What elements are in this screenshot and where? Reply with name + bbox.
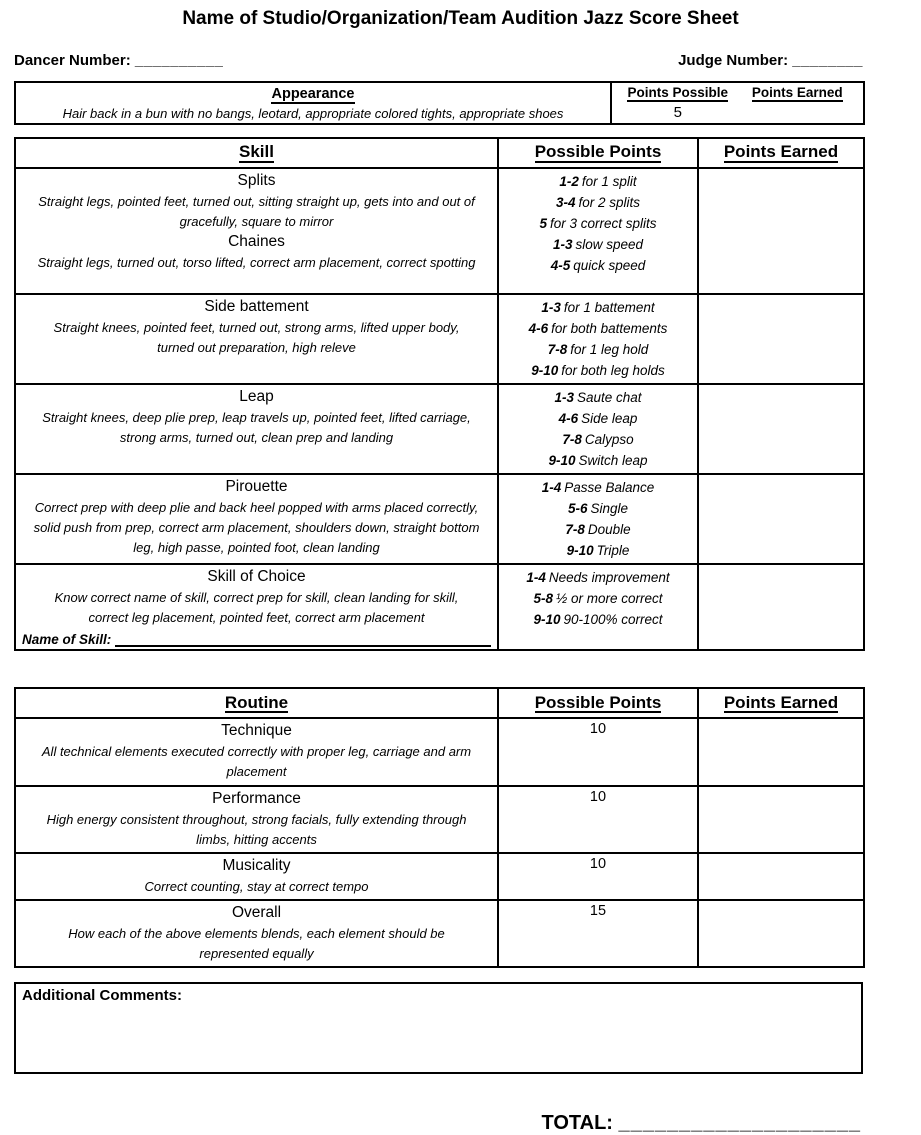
points-earned-cell[interactable]: [698, 474, 864, 564]
page-title: Name of Studio/Organization/Team Audition Jazz Score Sheet: [182, 8, 739, 29]
skill-name: Skill of Choice: [207, 568, 306, 586]
routine-name: Technique: [221, 722, 292, 740]
table-row: [15, 900, 864, 967]
points-earned-cell[interactable]: [698, 900, 864, 967]
skill-description: Straight knees, pointed feet, turned out, strong arms, lifted upper body, turned out preparation, high releve: [53, 320, 460, 356]
skill-description: Straight legs, turned out, torso lifted, correct arm placement, correct spotting: [37, 255, 476, 271]
dancer-number-label: Dancer Number:: [14, 52, 131, 69]
skill-table: [14, 137, 865, 651]
routine-table-header-possible-points: Possible Points: [498, 688, 698, 718]
appearance-table: [14, 81, 865, 125]
routine-name: Overall: [231, 903, 282, 921]
table-row: [15, 168, 864, 294]
skill-name: Side battement: [204, 298, 309, 316]
dancer-number-line[interactable]: __________: [134, 52, 224, 69]
appearance-points-possible-value: 5: [673, 104, 682, 122]
total-label: TOTAL:: [541, 1112, 613, 1135]
possible-points-cell: 1-4 Passe Balance 5-6 Single 7-8 Double 9-10 Triple: [498, 474, 698, 564]
routine-table-header-points-earned: Points Earned: [698, 688, 864, 718]
additional-comments-box[interactable]: [14, 982, 863, 1074]
routine-cell-performance: [15, 786, 498, 853]
skill-name: Pirouette: [225, 478, 288, 496]
skill-cell-skill-of-choice: [15, 564, 498, 650]
skill-description: Know correct name of skill, correct prep for skill, clean landing for skill, correct leg placement, pointed feet, correct arm placement: [54, 590, 459, 626]
possible-points-cell: 1-4 Needs improvement 5-8 ½ or more correct 9-10 90-100% correct: [498, 564, 698, 650]
points-earned-cell[interactable]: [698, 718, 864, 785]
routine-description: All technical elements executed correctly with proper leg, carriage and arm placement: [41, 744, 472, 780]
possible-points-value: 10: [498, 786, 698, 853]
skill-description: Correct prep with deep plie and back heel popped with arms placed correctly, solid push from prep, correct arm placement, shoulders down, straight bottom leg, high passe, pointed foot, clean landing: [33, 500, 480, 556]
points-earned-cell[interactable]: [698, 384, 864, 474]
additional-comments-label: Additional Comments:: [22, 987, 182, 1005]
routine-description: Correct counting, stay at correct tempo: [144, 878, 369, 894]
skill-table-header-skill: Skill: [15, 138, 498, 168]
routine-description: How each of the above elements blends, each element should be represented equally: [68, 925, 445, 961]
table-row: [15, 474, 864, 564]
table-row: [15, 853, 864, 900]
skill-table-header-points-earned: Points Earned: [698, 138, 864, 168]
appearance-header: Appearance: [271, 87, 354, 104]
points-earned-cell[interactable]: [698, 853, 864, 900]
table-row: [15, 384, 864, 474]
skill-cell-leap: [15, 384, 498, 474]
skill-table-header-possible-points: Possible Points: [498, 138, 698, 168]
name-of-skill-line[interactable]: [115, 632, 491, 647]
appearance-points-earned-header: Points Earned: [752, 86, 843, 102]
points-earned-cell[interactable]: [698, 168, 864, 294]
skill-name: Chaines: [228, 233, 285, 251]
skill-name: Leap: [239, 388, 274, 406]
appearance-cell: [15, 82, 611, 124]
points-earned-cell[interactable]: [698, 294, 864, 384]
routine-cell-musicality: [15, 853, 498, 900]
judge-number-line[interactable]: ________: [792, 52, 863, 69]
appearance-points-cell: [611, 82, 864, 124]
judge-number-field: [678, 52, 863, 69]
skill-cell-pirouette: [15, 474, 498, 564]
appearance-description: Hair back in a bun with no bangs, leotard, appropriate colored tights, appropriate shoes: [62, 106, 564, 122]
appearance-points-possible-header: Points Possible: [627, 86, 728, 102]
routine-cell-overall: [15, 900, 498, 967]
possible-points-value: 10: [498, 853, 698, 900]
routine-cell-technique: [15, 718, 498, 785]
points-earned-cell[interactable]: [698, 564, 864, 650]
total-line[interactable]: ____________________: [618, 1112, 861, 1135]
table-row: [15, 786, 864, 853]
possible-points-cell: 1-3 Saute chat 4-6 Side leap 7-8 Calypso 9-10 Switch leap: [498, 384, 698, 474]
points-earned-cell[interactable]: [698, 786, 864, 853]
routine-table: [14, 687, 865, 968]
possible-points-value: 10: [498, 718, 698, 785]
skill-description: Straight legs, pointed feet, turned out, sitting straight up, gets into and out of gracefully, square to mirror: [38, 194, 475, 230]
total-row: [14, 1112, 863, 1135]
skill-description: Straight knees, deep plie prep, leap travels up, pointed feet, lifted carriage, strong arms, turned out, clean prep and landing: [42, 410, 471, 446]
name-of-skill-label: Name of Skill:: [22, 632, 112, 648]
possible-points-cell: 1-3 for 1 battement 4-6 for both battements 7-8 for 1 leg hold 9-10 for both leg holds: [498, 294, 698, 384]
routine-table-header-routine: Routine: [15, 688, 498, 718]
routine-name: Musicality: [222, 856, 291, 874]
table-row: [15, 718, 864, 785]
numbers-row: [14, 52, 863, 69]
table-row: [15, 294, 864, 384]
skill-cell-splits-chaines: [15, 168, 498, 294]
skill-cell-side-battement: [15, 294, 498, 384]
routine-description: High energy consistent throughout, strong facials, fully extending through limbs, hitting accents: [46, 811, 467, 847]
possible-points-value: 15: [498, 900, 698, 967]
skill-name: Splits: [237, 172, 276, 190]
possible-points-cell: 1-2 for 1 split 3-4 for 2 splits 5 for 3 correct splits 1-3 slow speed 4-5 quick speed: [498, 168, 698, 294]
judge-number-label: Judge Number:: [678, 52, 789, 69]
dancer-number-field: [14, 52, 223, 69]
table-row: [15, 564, 864, 650]
routine-name: Performance: [212, 789, 301, 807]
appearance-points-earned-value[interactable]: [738, 104, 858, 121]
